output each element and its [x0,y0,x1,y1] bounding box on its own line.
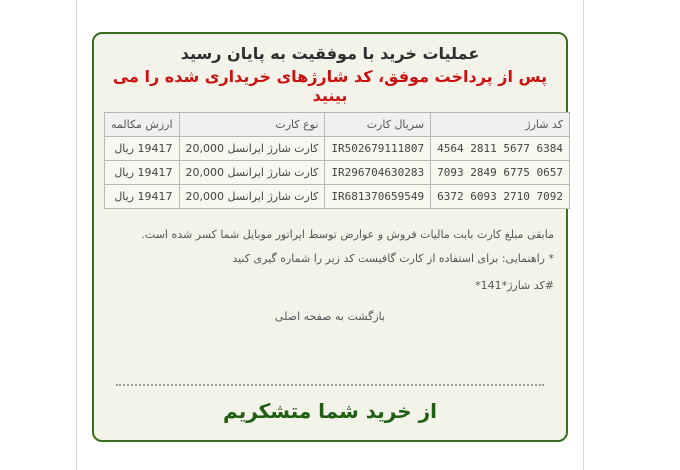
value-cell: 19417 ریال [105,185,180,209]
page-title: عملیات خرید با موفقیت به پایان رسید [180,44,480,63]
dotted-divider [116,384,544,386]
table-row [105,185,570,209]
card-type-cell: کارت شارژ ایرانسل 20,000 [179,185,325,209]
value-cell: 19417 ریال [105,137,180,161]
column-header-type: نوع کارت [179,113,325,137]
charge-code-cell[interactable]: 6372 6093 2710 7092 [431,185,570,209]
page-subtitle: پس از پرداخت موفق، کد شارژهای خریداری شده را می بینید [112,67,548,105]
serial-cell: IR296704630283 [325,161,431,185]
serial-cell: IR681370659549 [325,185,431,209]
charge-codes-table [104,112,570,209]
back-link-label: بازگشت به صفحه اصلی [274,310,386,323]
left-page-rule [76,0,77,470]
card-type-cell: کارت شارژ ایرانسل 20,000 [179,137,325,161]
value-cell: 19417 ریال [105,161,180,185]
purchase-result-card [92,32,568,442]
tax-note: مابقی مبلغ کارت بابت مالیات فروش و عوارض توسط اپراتور موبایل شما کسر شده است. [141,228,554,241]
table-row [105,137,570,161]
serial-cell: IR502679111807 [325,137,431,161]
table-row [105,161,570,185]
usage-guide: * راهنمایی: برای استفاده از کارت گافیست کد زیر را شماره گیری کنید [232,252,554,265]
right-page-rule [583,0,584,470]
thank-you-message: از خرید شما متشکریم [223,399,437,423]
column-header-code: کد شارژ [431,113,570,137]
charge-code-cell[interactable]: 4564 2811 5677 6384 [431,137,570,161]
column-header-serial: سریال کارت [325,113,431,137]
back-to-home-link[interactable] [94,310,566,323]
ussd-code: #کد شارژ*141* [475,279,554,292]
column-header-value: ارزش مکالمه [105,113,180,137]
card-type-cell: کارت شارژ ایرانسل 20,000 [179,161,325,185]
charge-code-cell[interactable]: 7093 2849 6775 0657 [431,161,570,185]
table-header-row [105,113,570,137]
